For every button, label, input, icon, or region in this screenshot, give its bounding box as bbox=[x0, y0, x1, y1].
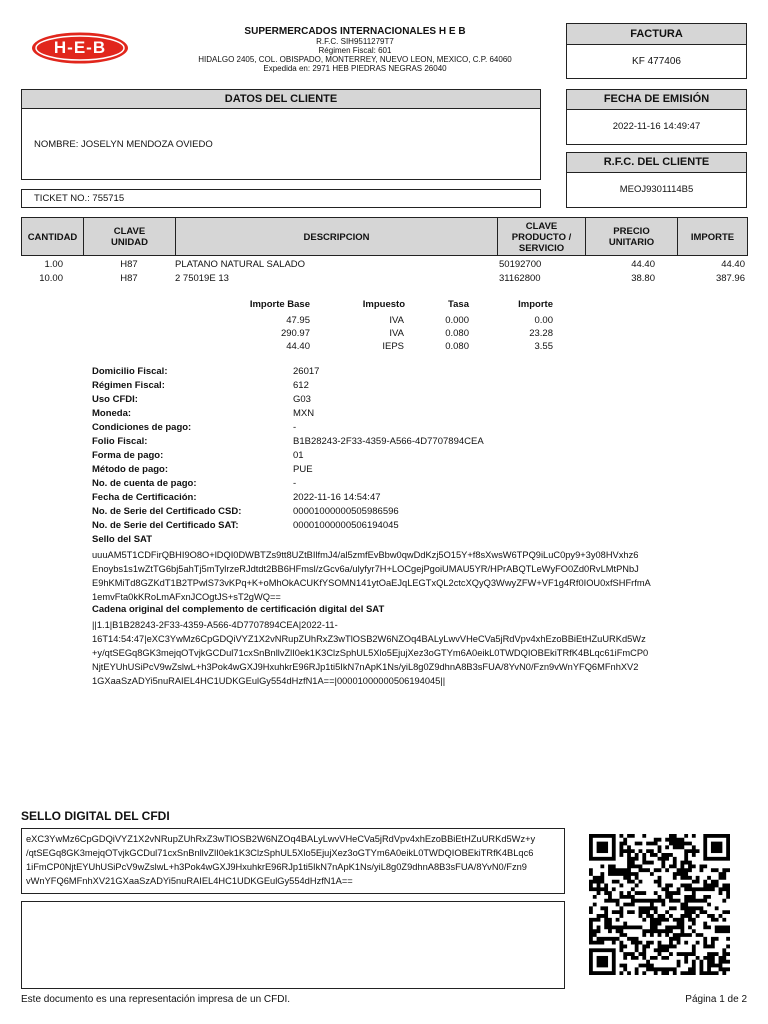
row1-unidad: H87 bbox=[120, 259, 138, 270]
fiscal-label: Domicilio Fiscal: bbox=[92, 366, 168, 377]
items-table-body bbox=[21, 259, 748, 289]
fiscal-value: PUE bbox=[293, 464, 313, 475]
fiscal-value: 00001000000505986596 bbox=[293, 506, 399, 517]
fiscal-value: 01 bbox=[293, 450, 304, 461]
taxes-table bbox=[230, 299, 560, 359]
sello-sat-line: E9hKMiTd8GZKdT1B2TPwlS73vKPq+K+oMhOkACUKfYSOMN141ytOaEJqLEGTxQL2ctcXQyQ3WwyZFW+VF1g4Rf0IOU0xfSHFrfmA bbox=[92, 578, 651, 588]
company-regimen: Régimen Fiscal: 601 bbox=[318, 46, 392, 55]
fiscal-label: Método de pago: bbox=[92, 464, 168, 475]
factura-value: KF 477406 bbox=[566, 44, 747, 79]
fiscal-label: Uso CFDI: bbox=[92, 394, 138, 405]
page-number: Página 1 de 2 bbox=[685, 994, 747, 1005]
ticket-box bbox=[21, 189, 541, 208]
ticket-number: TICKET NO.: 755715 bbox=[34, 193, 125, 204]
fiscal-label: No. de cuenta de pago: bbox=[92, 478, 197, 489]
col-cantidad: CANTIDAD bbox=[22, 218, 84, 256]
sello-cfdi-line: /qtSEGq8GK3mejqOTvjkGCDul71cxSnBnllvZlI0ek1K3ClzSphUL5Xlo5EjujXez3oGTYm6A0eikL0TWDQIOBEkiTRfK4BLqc6 bbox=[26, 848, 534, 858]
sello-sat-line: uuuAM5T1CDFirQBHI9O8O+lDQI0DWBTZs9tt8UZtBIlfmJ4/al5zmfEvBbw0qwDdKzj5O15Y+f8sXwsW6TPQ9iLuC0py9+3y08HVxhz6 bbox=[92, 550, 639, 560]
sello-cfdi-line: 1iFmCP0NjtEYUhUSiPcV9wZslwL+h3Pok4wGXJ9HxuhkrE96RJp1ti5IkN7nApK1Ns/yiL8g0Z9dhnA8B3sFUA/8YvN0/Fzn9 bbox=[26, 862, 527, 872]
fecha-emision-label: FECHA DE EMISIÓN bbox=[566, 89, 747, 110]
tax-row3-importe: 3.55 bbox=[534, 341, 553, 352]
tax-row2-impuesto: IVA bbox=[389, 328, 404, 339]
fiscal-label: Moneda: bbox=[92, 408, 132, 419]
fiscal-value: B1B28243-2F33-4359-A566-4D7707894CEA bbox=[293, 436, 484, 447]
sello-cfdi-line: vWnYFQ6MFnhXV21GXaaSzADYi5nuRAIEL4HC1UDKGEulGy554dHzfN1A== bbox=[26, 876, 353, 886]
company-expedida: Expedida en: 2971 HEB PIEDRAS NEGRAS 26040 bbox=[263, 64, 447, 73]
datos-cliente-box bbox=[21, 108, 541, 180]
cadena-label: Cadena original del complemento de certificación digital del SAT bbox=[92, 604, 385, 615]
fiscal-value: 26017 bbox=[293, 366, 320, 377]
tax-row3-base: 44.40 bbox=[286, 341, 310, 352]
fiscal-label: Forma de pago: bbox=[92, 450, 164, 461]
qr-code bbox=[589, 834, 730, 975]
row1-cantidad: 1.00 bbox=[44, 259, 63, 270]
sello-cfdi-box bbox=[21, 828, 565, 894]
company-name: SUPERMERCADOS INTERNACIONALES H E B bbox=[244, 26, 466, 37]
rfc-cliente-label: R.F.C. DEL CLIENTE bbox=[566, 152, 747, 173]
fiscal-label: Condiciones de pago: bbox=[92, 422, 192, 433]
items-table-header bbox=[21, 217, 748, 256]
tax-row2-importe: 23.28 bbox=[529, 328, 553, 339]
company-rfc: R.F.C. SIH9511279T7 bbox=[316, 37, 394, 46]
row1-precio: 44.40 bbox=[631, 259, 655, 270]
footer-note: Este documento es una representación impresa de un CFDI. bbox=[21, 994, 291, 1005]
logo-text: H-E-B bbox=[53, 38, 107, 57]
blank-box bbox=[21, 901, 565, 989]
sello-sat-line: Enoybs1s1wZtTG6bj5ahTj5mTylrzeRJdtdt2BB6HFmsl/zGcv6a/ulyfyr7H+LOCgejPgoiUMAU5YR/HPrABQTLeWyFO0Zd0RvLMtPNbJ bbox=[92, 564, 639, 574]
fecha-emision-value: 2022-11-16 14:49:47 bbox=[566, 109, 747, 145]
tax-row3-impuesto: IEPS bbox=[382, 341, 404, 352]
row1-importe: 44.40 bbox=[721, 259, 745, 270]
tax-header-impuesto: Impuesto bbox=[362, 299, 405, 310]
fiscal-value: - bbox=[293, 478, 297, 489]
fiscal-value: 2022-11-16 14:54:47 bbox=[293, 492, 381, 503]
fiscal-value: 612 bbox=[293, 380, 309, 391]
fiscal-label: Fecha de Certificación: bbox=[92, 492, 197, 503]
col-clave-unidad: CLAVE UNIDAD bbox=[84, 218, 176, 256]
row1-descripcion: PLATANO NATURAL SALADO bbox=[175, 259, 306, 270]
sello-cfdi-title: SELLO DIGITAL DEL CFDI bbox=[21, 809, 170, 823]
row2-unidad: H87 bbox=[120, 273, 138, 284]
fiscal-label: No. de Serie del Certificado SAT: bbox=[92, 520, 239, 531]
tax-row1-tasa: 0.000 bbox=[445, 315, 469, 326]
tax-row1-impuesto: IVA bbox=[389, 315, 404, 326]
cadena-line: +y/qtSEGq8GK3mejqOTvjkGCDul71cxSnBnllvZlI0ek1K3ClzSphUL5Xlo5EjujXez3oGTYm6A0eikL0TWDQIOBEkiTRfK4BLqc61iFmCP0 bbox=[92, 648, 649, 658]
sello-sat-label: Sello del SAT bbox=[92, 534, 153, 545]
col-clave-producto: CLAVE PRODUCTO / SERVICIO bbox=[498, 218, 586, 256]
fiscal-value: 00001000000506194045 bbox=[293, 520, 399, 531]
fiscal-value: - bbox=[293, 422, 297, 433]
col-precio-unitario: PRECIO UNITARIO bbox=[586, 218, 678, 256]
fiscal-label: Folio Fiscal: bbox=[92, 436, 148, 447]
tax-row1-importe: 0.00 bbox=[534, 315, 553, 326]
tax-header-base: Importe Base bbox=[249, 299, 310, 310]
tax-row1-base: 47.95 bbox=[286, 315, 310, 326]
tax-row3-tasa: 0.080 bbox=[445, 341, 469, 352]
col-descripcion: DESCRIPCION bbox=[176, 218, 498, 256]
tax-row2-base: 290.97 bbox=[280, 328, 310, 339]
datos-cliente-header: DATOS DEL CLIENTE bbox=[21, 89, 541, 109]
row2-precio: 38.80 bbox=[631, 273, 655, 284]
fiscal-label: No. de Serie del Certificado CSD: bbox=[92, 506, 242, 517]
cadena-line: NjtEYUhUSiPcV9wZslwL+h3Pok4wGXJ9HxuhkrE96RJp1ti5IkN7nApK1Ns/yiL8g0Z9dhnA8B3sFUA/8YvN0/Fzn9vWnYFQ6MFnhXV2 bbox=[92, 662, 639, 672]
row1-clave: 50192700 bbox=[499, 259, 542, 270]
factura-label: FACTURA bbox=[566, 23, 747, 45]
fiscal-value: MXN bbox=[293, 408, 315, 419]
cadena-line: 16T14:54:47|eXC3YwMz6CpGDQiVYZ1X2vNRupZUhRxZ3wTlOSB2W6NZOq4BALyLwvVHeCVa5jRdVpv4xhEzoBBiEtHZuURKd5Wz bbox=[92, 634, 646, 644]
fiscal-value: G03 bbox=[293, 394, 311, 405]
cadena-line: ||1.1|B1B28243-2F33-4359-A566-4D7707894CEA|2022-11- bbox=[92, 620, 338, 630]
tax-row2-tasa: 0.080 bbox=[445, 328, 469, 339]
fiscal-label: Régimen Fiscal: bbox=[92, 380, 165, 391]
cliente-nombre: NOMBRE: JOSELYN MENDOZA OVIEDO bbox=[34, 139, 213, 150]
heb-logo bbox=[30, 31, 130, 65]
tax-header-importe: Importe bbox=[518, 299, 553, 310]
row2-importe: 387.96 bbox=[715, 273, 745, 284]
tax-header-tasa: Tasa bbox=[448, 299, 469, 310]
sello-cfdi-line: eXC3YwMz6CpGDQiVYZ1X2vNRupZUhRxZ3wTlOSB2W6NZOq4BALyLwvVHeCVa5jRdVpv4xhEzoBBiEtHZuURKd5Wz+y bbox=[26, 834, 536, 844]
sello-sat-line: 1emvFta0kKRoLmAFxnJCOgtJS+sT2gWQ== bbox=[92, 592, 281, 602]
col-importe: IMPORTE bbox=[690, 231, 735, 243]
company-address: HIDALGO 2405, COL. OBISPADO, MONTERREY, NUEVO LEON, MEXICO, C.P. 64060 bbox=[198, 55, 512, 64]
cadena-line: 1GXaaSzADYi5nuRAIEL4HC1UDKGEulGy554dHzfN1A==|00001000000506194045|| bbox=[92, 676, 446, 686]
row2-cantidad: 10.00 bbox=[39, 273, 63, 284]
row2-descripcion: 2 75019E 13 bbox=[175, 273, 229, 284]
company-block bbox=[180, 26, 530, 73]
rfc-cliente-value: MEOJ9301114B5 bbox=[566, 172, 747, 208]
row2-clave: 31162800 bbox=[499, 273, 541, 284]
